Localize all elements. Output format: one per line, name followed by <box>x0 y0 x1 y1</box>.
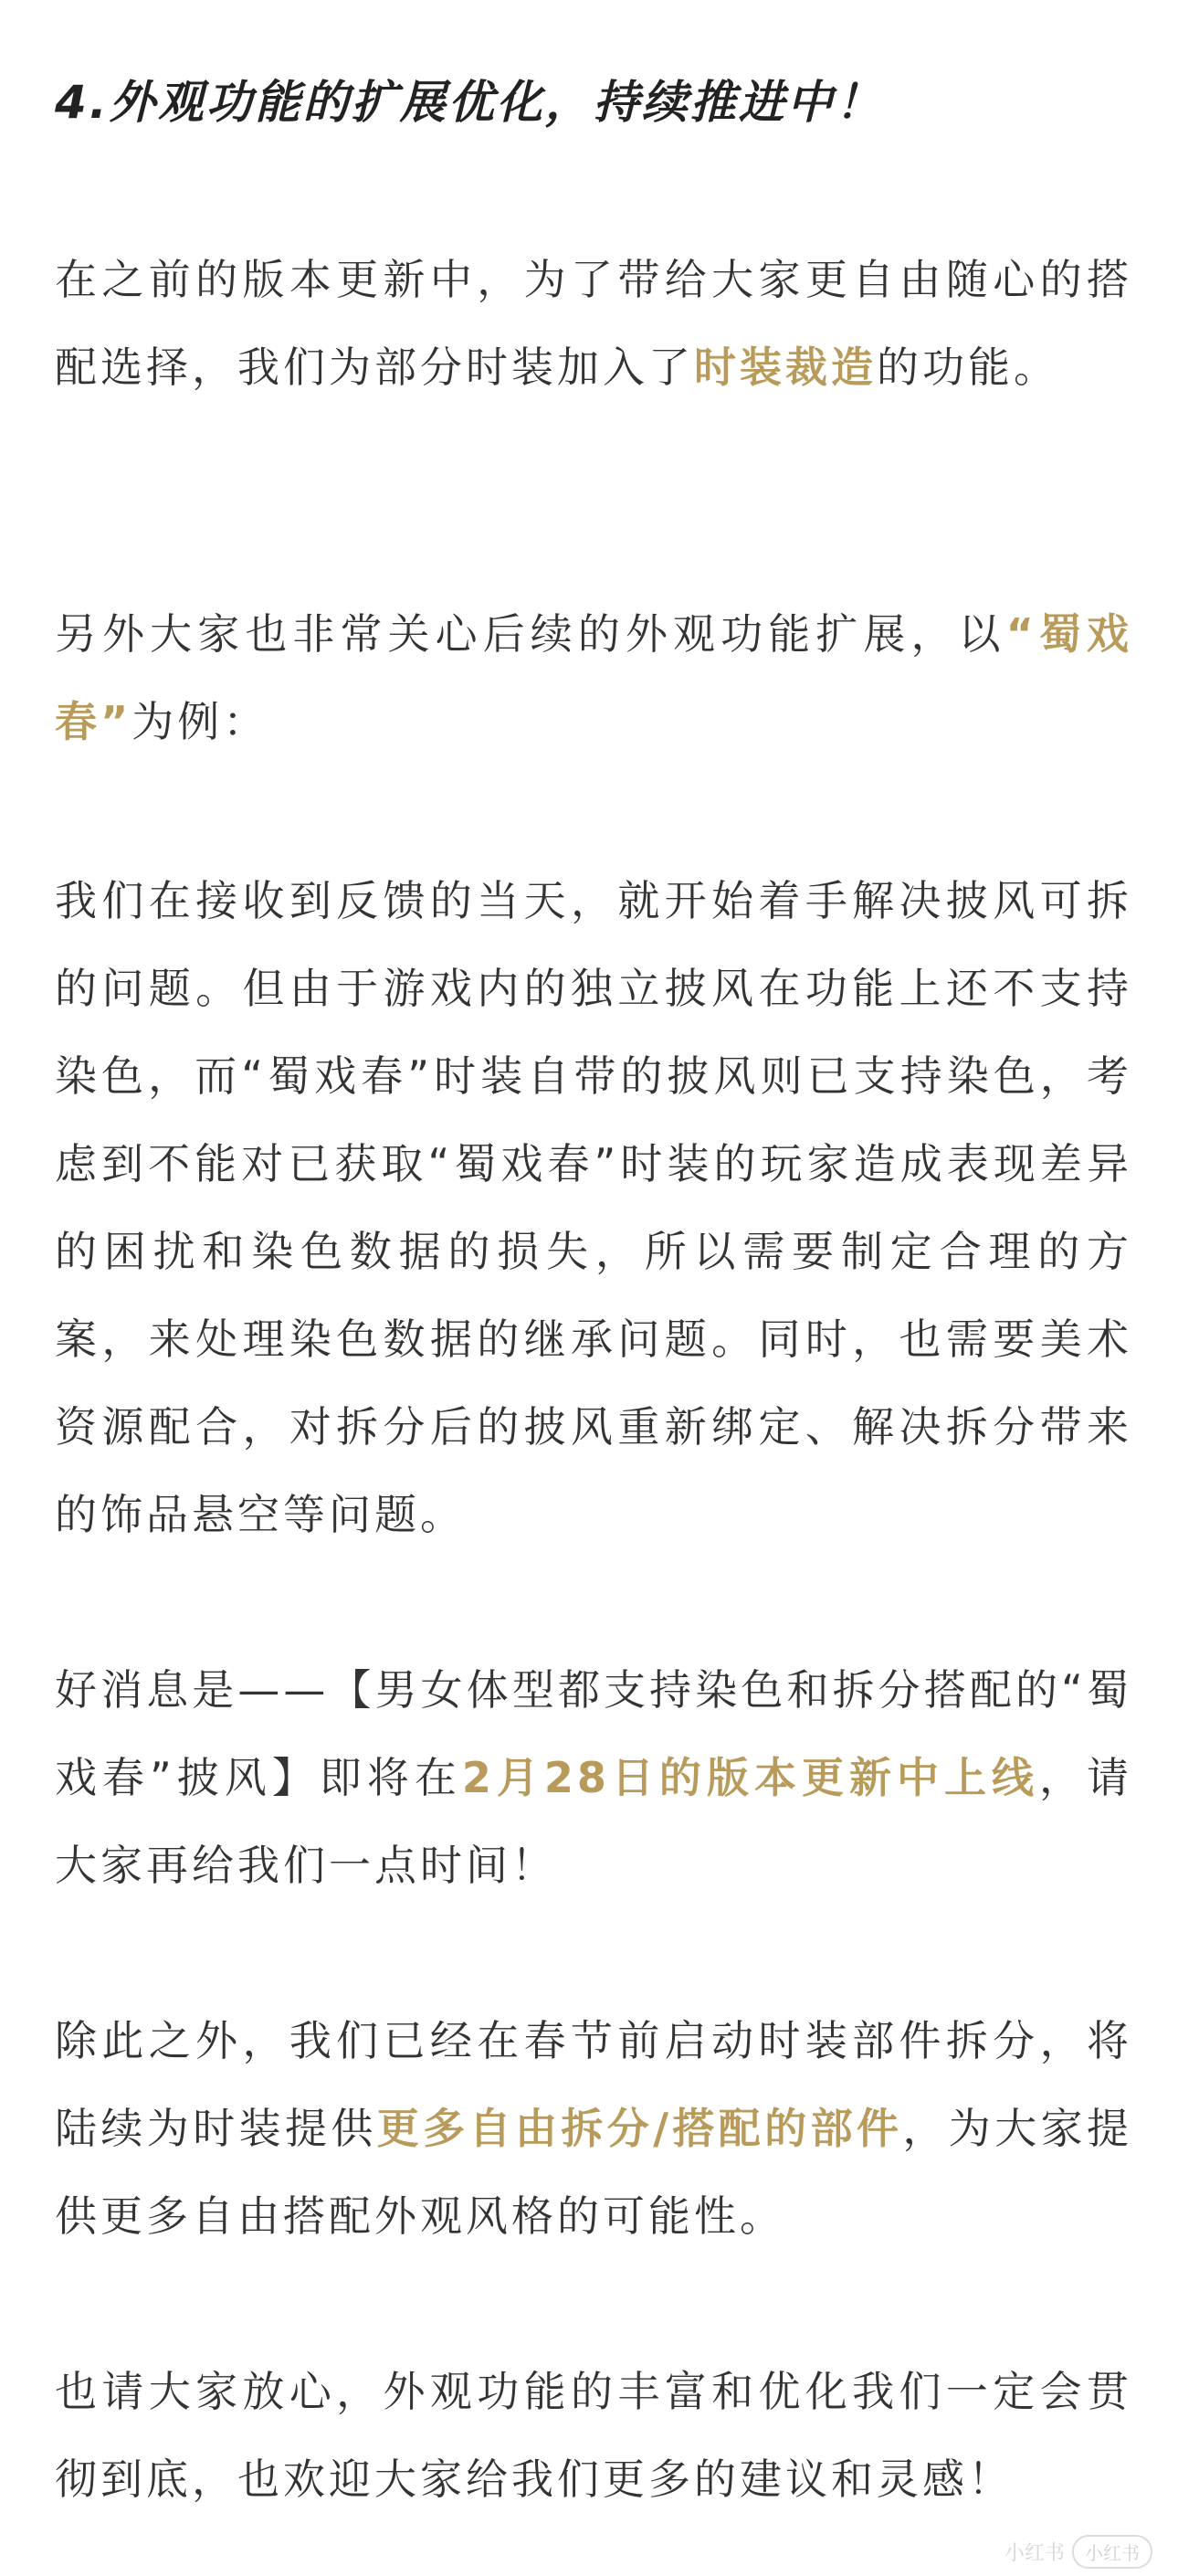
highlight-fashion-tailoring: 时装裁造 <box>694 343 877 392</box>
watermark <box>1004 2535 1152 2569</box>
paragraph-text: 也请大家放心，外观功能的丰富和优化我们一定会贯彻到底，也欢迎大家给我们更多的建议和灵感！ <box>55 2367 1132 2504</box>
paragraph-cloak-detach-issue <box>55 857 1132 1558</box>
highlight-release-date: 2月28日的版本更新中上线 <box>461 1753 1039 1802</box>
section-heading: 4.外观功能的扩展优化，持续推进中！ <box>55 76 884 129</box>
paragraph-text: 为例： <box>131 697 269 746</box>
watermark-logo-icon: 小红书 <box>1072 2535 1152 2569</box>
paragraph-closing <box>55 2348 1132 2523</box>
paragraph-parts-split <box>55 1997 1132 2260</box>
paragraph-text: ，请大家再给我们一点时间！ <box>55 1753 1132 1890</box>
paragraph-text: 另外大家也非常关心后续的外观功能扩展，以 <box>55 609 1006 659</box>
paragraph-fashion-tailoring <box>55 236 1132 411</box>
paragraph-text: 的功能。 <box>877 343 1059 392</box>
paragraph-good-news <box>55 1646 1132 1909</box>
paragraph-text: ，为大家提供更多自由搭配外观风格的可能性。 <box>55 2104 1133 2241</box>
paragraph-appearance-expansion <box>55 590 1132 765</box>
paragraph-text: 除此之外，我们已经在春节前启动时装部件拆分，将陆续为时装提供 <box>55 2016 1132 2153</box>
watermark-text: 小红书 <box>1004 2542 1065 2565</box>
highlight-more-parts: 更多自由拆分/搭配的部件 <box>376 2104 903 2153</box>
paragraph-text: 好消息是——【男女体型都支持染色和拆分搭配的“蜀戏春”披风】即将在 <box>55 1665 1132 1802</box>
paragraph-text: 我们在接收到反馈的当天，就开始着手解决披风可拆的问题。但由于游戏内的独立披风在功能上还不支持染色，而“蜀戏春”时装自带的披风则已支持染色，考虑到不能对已获取“蜀戏春”时装的玩家造成表现差异的困扰和染色数据的损失，所以需要制定合理的方案，来处理染色数据的继承问题。同时，也需要美术资源配合，对拆分后的披风重新绑定、解决拆分带来的饰品悬空等问题。 <box>55 876 1132 1539</box>
highlight-shu-xi-chun: “蜀戏春” <box>55 609 1133 746</box>
paragraph-text: 在之前的版本更新中，为了带给大家更自由随心的搭配选择，我们为部分时装加入了 <box>55 255 1132 392</box>
